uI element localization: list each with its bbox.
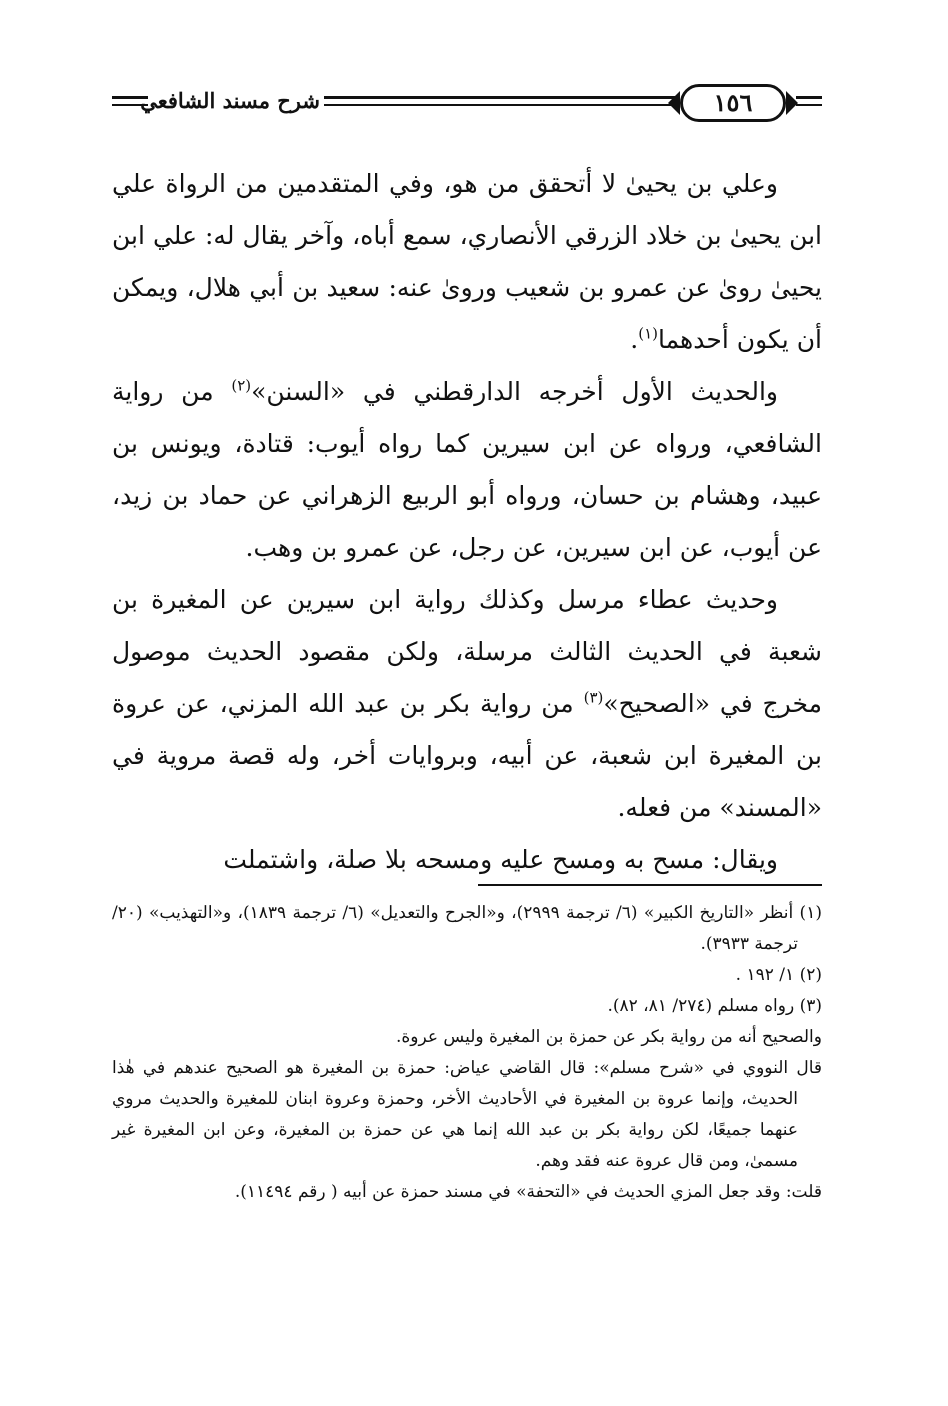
footnote-1: (١) أنظر «التاريخ الكبير» (٦/ ترجمة ٢٩٩٩)، و«الجرح والتعديل» (٦/ ترجمة ١٨٣٩)، و«التهذيب» (٢٠/ ترجمة ٣٩٣٣). (112, 903, 822, 954)
paragraph-1-tail: . (630, 325, 639, 354)
footnote-ref-3: (٣) (583, 688, 604, 707)
page-badge-left-tip (668, 91, 680, 115)
page-badge-right-tip (786, 91, 798, 115)
footnote-3-nawawi-quote: قال النووي في «شرح مسلم»: قال القاضي عياض: حمزة بن المغيرة هو الصحيح عندهم في هٰذا الحديث، وإنما عروة بن المغيرة في الأحاديث الأخر، وحمزة وعروة ابنان للمغيرة والحديث مروي عنهما جميعًا، لكن رواية بكر بن عبد الله إنما هي عن حمزة بن المغيرة، وعن ابن المغيرة غير مسمىٰ، ومن قال عروة عنه فقد وهم. (112, 1058, 822, 1171)
footnote-3-note: والصحيح أنه من رواية بكر عن حمزة بن المغيرة وليس عروة. (395, 1027, 822, 1047)
footnote-separator (478, 884, 822, 886)
main-text (112, 158, 822, 886)
paragraph-3-text: وحديث عطاء مرسل وكذلك رواية ابن سيرين عن المغيرة بن شعبة في الحديث الثالث مرسلة، ولكن مقصود الحديث موصول مخرج في «الصحيح» (112, 585, 822, 718)
page-number: ١٥٦ (713, 88, 753, 117)
paragraph-2-text: والحديث الأول أخرجه الدارقطني في «السنن» (251, 377, 778, 406)
header-rule-middle-bottom (324, 104, 680, 106)
page-header (112, 80, 822, 130)
paragraph-3 (112, 574, 822, 834)
page-number-badge (680, 84, 786, 122)
running-title: شرح مسند الشافعي (140, 88, 320, 113)
footnote-ref-2: (٢) (231, 376, 252, 395)
footnote-2: (٢) ١/ ١٩٢ . (735, 965, 822, 985)
paragraph-3-tail: من رواية بكر بن عبد الله المزني، عن عروة بن المغيرة ابن شعبة، عن أبيه، وبروايات أخر، وله قصة مروية في «المسند» من فعله. (112, 689, 822, 822)
footnote-ref-1: (١) (638, 324, 658, 343)
paragraph-1 (112, 158, 822, 366)
paragraph-2 (112, 366, 822, 574)
footnotes (112, 898, 822, 1208)
paragraph-4-text: ويقال: مسح به ومسح عليه ومسحه بلا صلة، واشتملت (223, 845, 778, 874)
paragraph-1-text: وعلي بن يحيىٰ لا أتحقق من هو، وفي المتقدمين من الرواة علي ابن يحيىٰ بن خلاد الزرقي الأنصاري، سمع أباه، وآخر يقال له: علي ابن يحيىٰ روىٰ عن عمرو بن شعيب وروىٰ عنه: سعيد بن أبي هلال، ويمكن أن يكون أحدهما (112, 169, 822, 354)
footnote-3-comment: قلت: وقد جعل المزي الحديث في «التحفة» في مسند حمزة عن أبيه ( رقم ١١٤٩٤). (234, 1182, 822, 1202)
paragraph-4 (112, 834, 822, 886)
paragraph-2-tail: من رواية الشافعي، ورواه عن ابن سيرين كما رواه أيوب: قتادة، ويونس بن عبيد، وهشام بن حسان، ورواه أبو الربيع الزهراني عن حماد بن زيد، عن أيوب، عن ابن سيرين، عن رجل، عن عمرو بن وهب. (112, 377, 822, 562)
header-rule-right-top (796, 96, 822, 99)
header-rule-right-bottom (796, 104, 822, 106)
footnote-3: (٣) رواه مسلم (٢٧٤/ ٨١، ٨٢). (607, 996, 822, 1016)
header-rule-middle-top (324, 96, 680, 99)
